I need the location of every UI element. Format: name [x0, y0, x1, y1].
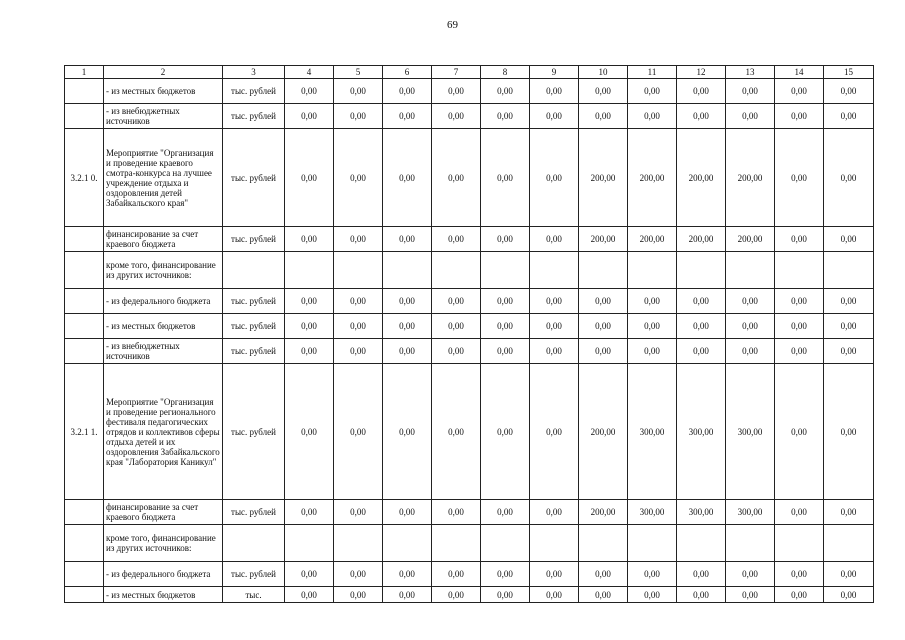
- row-unit: тыс. рублей: [223, 227, 285, 252]
- value-cell: 0,00: [383, 289, 432, 314]
- value-cell: 0,00: [628, 289, 677, 314]
- value-cell: 0,00: [775, 500, 824, 525]
- value-cell: 0,00: [824, 104, 874, 129]
- value-cell: 0,00: [824, 129, 874, 227]
- value-cell: 0,00: [383, 79, 432, 104]
- row-unit: тыс. рублей: [223, 562, 285, 587]
- value-cell: 0,00: [285, 339, 334, 364]
- table-row: [65, 227, 874, 252]
- value-cell: 0,00: [677, 562, 726, 587]
- value-cell: 0,00: [481, 364, 530, 500]
- value-cell: 0,00: [432, 314, 481, 339]
- value-cell: 0,00: [481, 129, 530, 227]
- row-name: финансирование за счет краевого бюджета: [104, 500, 223, 525]
- value-cell: 0,00: [334, 129, 383, 227]
- value-cell: 200,00: [579, 364, 628, 500]
- value-cell: 0,00: [775, 339, 824, 364]
- value-cell: [334, 525, 383, 562]
- row-code: [65, 79, 104, 104]
- value-cell: 0,00: [530, 587, 579, 603]
- value-cell: 0,00: [285, 104, 334, 129]
- value-cell: 300,00: [726, 364, 775, 500]
- value-cell: 0,00: [383, 129, 432, 227]
- header-cell: 13: [726, 66, 775, 79]
- header-cell: 8: [481, 66, 530, 79]
- value-cell: 200,00: [726, 227, 775, 252]
- value-cell: 0,00: [383, 500, 432, 525]
- budget-table: [64, 65, 874, 603]
- value-cell: 0,00: [775, 227, 824, 252]
- value-cell: [775, 525, 824, 562]
- value-cell: 300,00: [726, 500, 775, 525]
- value-cell: 0,00: [285, 314, 334, 339]
- value-cell: 0,00: [481, 500, 530, 525]
- table-row: [65, 500, 874, 525]
- value-cell: [628, 525, 677, 562]
- value-cell: [432, 252, 481, 289]
- value-cell: 0,00: [285, 500, 334, 525]
- value-cell: 0,00: [383, 562, 432, 587]
- row-name: - из местных бюджетов: [104, 314, 223, 339]
- row-name: кроме того, финансирование из других источников:: [104, 252, 223, 289]
- value-cell: 0,00: [481, 104, 530, 129]
- row-name: - из внебюджетных источников: [104, 339, 223, 364]
- value-cell: 0,00: [285, 562, 334, 587]
- value-cell: 200,00: [677, 227, 726, 252]
- value-cell: 0,00: [579, 339, 628, 364]
- value-cell: 0,00: [824, 314, 874, 339]
- value-cell: 0,00: [432, 129, 481, 227]
- value-cell: [530, 525, 579, 562]
- value-cell: 0,00: [726, 339, 775, 364]
- row-code: [65, 562, 104, 587]
- table-row: [65, 104, 874, 129]
- value-cell: 0,00: [481, 314, 530, 339]
- value-cell: 0,00: [383, 314, 432, 339]
- value-cell: 0,00: [432, 289, 481, 314]
- row-code: 3.2.1 1.: [65, 364, 104, 500]
- value-cell: 0,00: [579, 79, 628, 104]
- value-cell: 0,00: [775, 289, 824, 314]
- value-cell: 0,00: [677, 104, 726, 129]
- value-cell: 0,00: [334, 314, 383, 339]
- value-cell: 200,00: [677, 129, 726, 227]
- row-code: [65, 500, 104, 525]
- value-cell: 0,00: [530, 227, 579, 252]
- value-cell: [334, 252, 383, 289]
- value-cell: 0,00: [579, 562, 628, 587]
- header-cell: 12: [677, 66, 726, 79]
- table-row: [65, 129, 874, 227]
- value-cell: 0,00: [285, 364, 334, 500]
- value-cell: 300,00: [677, 500, 726, 525]
- value-cell: 0,00: [530, 289, 579, 314]
- value-cell: 0,00: [775, 129, 824, 227]
- value-cell: 0,00: [824, 364, 874, 500]
- value-cell: 0,00: [677, 339, 726, 364]
- value-cell: 0,00: [383, 364, 432, 500]
- row-code: [65, 525, 104, 562]
- value-cell: 0,00: [334, 227, 383, 252]
- value-cell: 0,00: [383, 587, 432, 603]
- row-code: [65, 227, 104, 252]
- value-cell: 0,00: [334, 562, 383, 587]
- value-cell: [824, 525, 874, 562]
- value-cell: 0,00: [530, 79, 579, 104]
- row-name: Мероприятие "Организация и проведение регионального фестиваля педагогических отрядов и коллективов сферы отдыха детей и их оздоровления Забайкальского края "Лаборатория Каникул": [104, 364, 223, 500]
- header-cell: 1: [65, 66, 104, 79]
- row-code: [65, 314, 104, 339]
- value-cell: 0,00: [285, 289, 334, 314]
- value-cell: 0,00: [677, 289, 726, 314]
- value-cell: 0,00: [481, 227, 530, 252]
- table-row: [65, 314, 874, 339]
- row-code: [65, 289, 104, 314]
- value-cell: [530, 252, 579, 289]
- value-cell: 0,00: [824, 79, 874, 104]
- page-number: 69: [447, 19, 458, 31]
- row-name: - из местных бюджетов: [104, 587, 223, 603]
- value-cell: 0,00: [726, 104, 775, 129]
- row-code: [65, 104, 104, 129]
- value-cell: [432, 525, 481, 562]
- row-name: финансирование за счет краевого бюджета: [104, 227, 223, 252]
- value-cell: 0,00: [824, 289, 874, 314]
- row-unit: тыс. рублей: [223, 314, 285, 339]
- value-cell: 0,00: [677, 314, 726, 339]
- header-cell: 10: [579, 66, 628, 79]
- value-cell: [677, 525, 726, 562]
- value-cell: 0,00: [579, 587, 628, 603]
- value-cell: 0,00: [824, 227, 874, 252]
- row-unit: тыс. рублей: [223, 129, 285, 227]
- value-cell: 0,00: [824, 562, 874, 587]
- value-cell: 0,00: [628, 104, 677, 129]
- value-cell: 0,00: [530, 339, 579, 364]
- value-cell: 0,00: [726, 587, 775, 603]
- table-row: [65, 289, 874, 314]
- value-cell: 0,00: [432, 339, 481, 364]
- value-cell: 0,00: [432, 227, 481, 252]
- value-cell: 200,00: [628, 227, 677, 252]
- value-cell: 0,00: [677, 587, 726, 603]
- value-cell: [579, 252, 628, 289]
- row-unit: тыс. рублей: [223, 104, 285, 129]
- value-cell: 0,00: [481, 289, 530, 314]
- value-cell: [481, 525, 530, 562]
- value-cell: 0,00: [628, 314, 677, 339]
- value-cell: 0,00: [775, 104, 824, 129]
- value-cell: 0,00: [432, 79, 481, 104]
- value-cell: [677, 252, 726, 289]
- value-cell: 0,00: [285, 587, 334, 603]
- row-name: Мероприятие "Организация и проведение краевого смотра-конкурса на лучшее учреждение отдыха и оздоровления детей Забайкальского края": [104, 129, 223, 227]
- row-unit: тыс.: [223, 587, 285, 603]
- row-unit: тыс. рублей: [223, 364, 285, 500]
- value-cell: 300,00: [677, 364, 726, 500]
- value-cell: 0,00: [432, 500, 481, 525]
- row-name: - из внебюджетных источников: [104, 104, 223, 129]
- value-cell: 0,00: [628, 562, 677, 587]
- value-cell: 0,00: [334, 289, 383, 314]
- header-cell: 4: [285, 66, 334, 79]
- value-cell: 0,00: [334, 339, 383, 364]
- row-unit: тыс. рублей: [223, 79, 285, 104]
- value-cell: 0,00: [530, 129, 579, 227]
- value-cell: 0,00: [726, 562, 775, 587]
- value-cell: 0,00: [824, 587, 874, 603]
- value-cell: [285, 252, 334, 289]
- value-cell: 0,00: [334, 500, 383, 525]
- value-cell: 0,00: [824, 500, 874, 525]
- header-cell: 9: [530, 66, 579, 79]
- value-cell: 0,00: [530, 104, 579, 129]
- value-cell: 0,00: [334, 364, 383, 500]
- value-cell: [628, 252, 677, 289]
- value-cell: [775, 252, 824, 289]
- value-cell: [481, 252, 530, 289]
- value-cell: 0,00: [432, 587, 481, 603]
- row-unit: [223, 525, 285, 562]
- value-cell: 0,00: [530, 562, 579, 587]
- row-code: [65, 587, 104, 603]
- value-cell: 300,00: [628, 364, 677, 500]
- table-row: [65, 339, 874, 364]
- value-cell: 300,00: [628, 500, 677, 525]
- value-cell: 200,00: [579, 129, 628, 227]
- value-cell: 0,00: [579, 289, 628, 314]
- header-cell: 15: [824, 66, 874, 79]
- header-cell: 14: [775, 66, 824, 79]
- table-row: [65, 252, 874, 289]
- row-unit: тыс. рублей: [223, 339, 285, 364]
- table-row: [65, 587, 874, 603]
- value-cell: 0,00: [775, 79, 824, 104]
- value-cell: 0,00: [579, 314, 628, 339]
- table-row: [65, 79, 874, 104]
- table-row: [65, 364, 874, 500]
- row-code: 3.2.1 0.: [65, 129, 104, 227]
- budget-body: [65, 66, 874, 603]
- value-cell: [579, 525, 628, 562]
- value-cell: 0,00: [628, 339, 677, 364]
- value-cell: 0,00: [285, 227, 334, 252]
- header-cell: 11: [628, 66, 677, 79]
- header-row: [65, 66, 874, 79]
- value-cell: [726, 252, 775, 289]
- value-cell: 0,00: [285, 129, 334, 227]
- value-cell: 0,00: [775, 364, 824, 500]
- value-cell: 0,00: [285, 79, 334, 104]
- value-cell: 200,00: [726, 129, 775, 227]
- value-cell: 0,00: [334, 79, 383, 104]
- row-name: - из федерального бюджета: [104, 562, 223, 587]
- row-name: - из федерального бюджета: [104, 289, 223, 314]
- value-cell: 0,00: [824, 339, 874, 364]
- value-cell: 0,00: [775, 562, 824, 587]
- row-name: - из местных бюджетов: [104, 79, 223, 104]
- row-code: [65, 339, 104, 364]
- value-cell: 0,00: [481, 562, 530, 587]
- table-row: [65, 525, 874, 562]
- table-row: [65, 562, 874, 587]
- value-cell: 0,00: [726, 289, 775, 314]
- value-cell: 0,00: [775, 587, 824, 603]
- value-cell: 200,00: [579, 227, 628, 252]
- value-cell: 0,00: [677, 79, 726, 104]
- row-unit: тыс. рублей: [223, 289, 285, 314]
- value-cell: 0,00: [530, 314, 579, 339]
- value-cell: 200,00: [628, 129, 677, 227]
- row-code: [65, 252, 104, 289]
- header-cell: 3: [223, 66, 285, 79]
- value-cell: [383, 252, 432, 289]
- value-cell: 0,00: [432, 104, 481, 129]
- value-cell: 0,00: [334, 587, 383, 603]
- value-cell: 0,00: [383, 227, 432, 252]
- value-cell: 0,00: [481, 587, 530, 603]
- header-cell: 2: [104, 66, 223, 79]
- value-cell: 0,00: [579, 104, 628, 129]
- value-cell: 0,00: [383, 339, 432, 364]
- value-cell: 0,00: [530, 500, 579, 525]
- value-cell: 0,00: [775, 314, 824, 339]
- value-cell: 0,00: [432, 364, 481, 500]
- value-cell: 0,00: [726, 79, 775, 104]
- value-cell: [285, 525, 334, 562]
- row-name: кроме того, финансирование из других источников:: [104, 525, 223, 562]
- value-cell: 0,00: [628, 79, 677, 104]
- value-cell: 200,00: [579, 500, 628, 525]
- value-cell: 0,00: [628, 587, 677, 603]
- value-cell: 0,00: [383, 104, 432, 129]
- value-cell: 0,00: [530, 364, 579, 500]
- value-cell: 0,00: [432, 562, 481, 587]
- header-cell: 6: [383, 66, 432, 79]
- value-cell: 0,00: [726, 314, 775, 339]
- value-cell: 0,00: [481, 339, 530, 364]
- header-cell: 7: [432, 66, 481, 79]
- value-cell: [726, 525, 775, 562]
- value-cell: 0,00: [334, 104, 383, 129]
- row-unit: [223, 252, 285, 289]
- value-cell: [383, 525, 432, 562]
- value-cell: [824, 252, 874, 289]
- header-cell: 5: [334, 66, 383, 79]
- row-unit: тыс. рублей: [223, 500, 285, 525]
- value-cell: 0,00: [481, 79, 530, 104]
